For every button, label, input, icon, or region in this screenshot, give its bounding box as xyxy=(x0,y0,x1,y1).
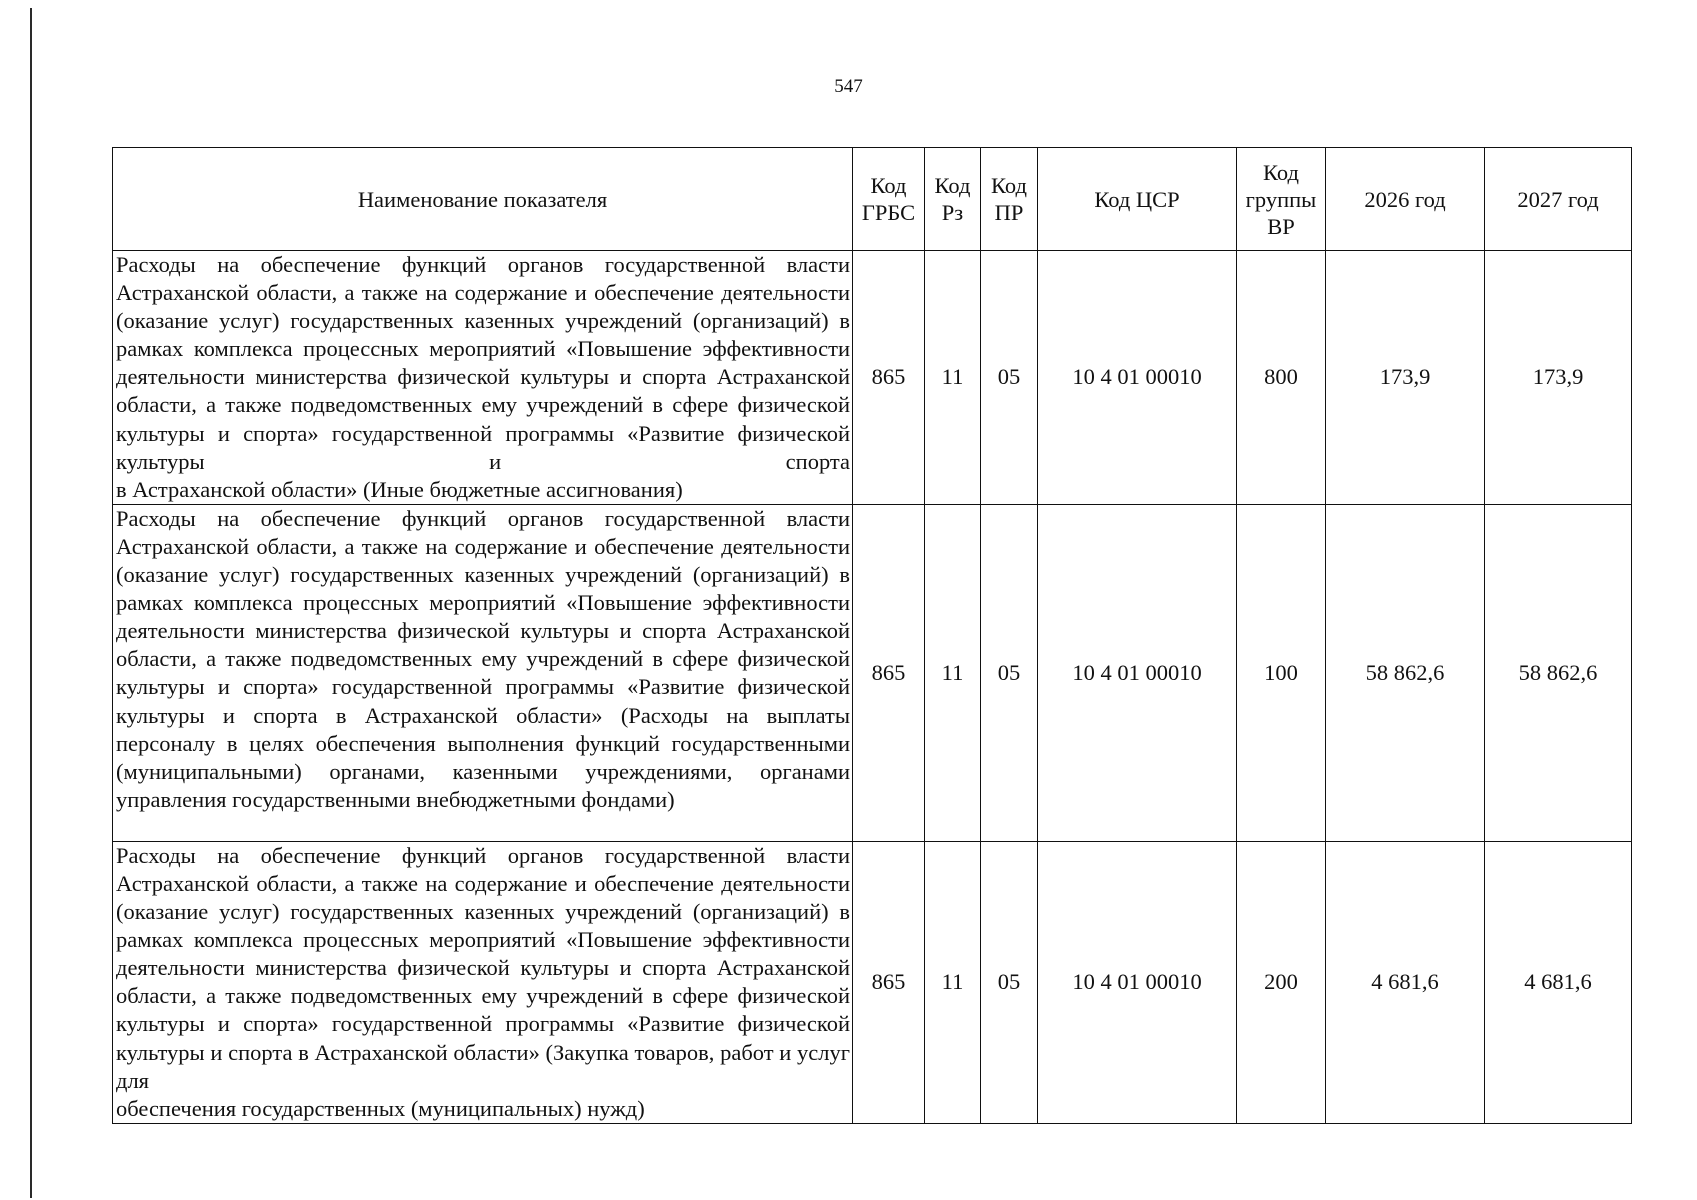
table-header-row xyxy=(113,148,1632,251)
cell-name xyxy=(113,504,853,841)
header-csr: Код ЦСР xyxy=(1038,148,1237,251)
cell-vr: 100 xyxy=(1237,504,1326,841)
header-grbs: Код ГРБС xyxy=(853,148,925,251)
cell-csr: 10 4 01 00010 xyxy=(1038,251,1237,505)
cell-2027: 4 681,6 xyxy=(1485,841,1632,1123)
cell-rz: 11 xyxy=(925,504,981,841)
scan-edge-line xyxy=(30,8,32,1198)
cell-name-main: Расходы на обеспечение функций органов государственной власти Астраханской области, а также на содержание и обеспечение деятельности (оказание услуг) государственных казенных учреждений (организаций) в рамках комплекса процессных мероприятий «Повышение эффективности деятельности министерства физической культуры и спорта Астраханской области, а также подведомственных ему учреждений в сфере физической культуры и спорта» государственной программы «Развитие физической культуры и спорта xyxy=(116,252,850,474)
header-name: Наименование показателя xyxy=(113,148,853,251)
cell-2027: 58 862,6 xyxy=(1485,504,1632,841)
cell-rz: 11 xyxy=(925,841,981,1123)
page-number: 547 xyxy=(834,76,863,97)
cell-csr: 10 4 01 00010 xyxy=(1038,504,1237,841)
table-row xyxy=(113,504,1632,841)
table-row xyxy=(113,841,1632,1123)
cell-name-last: управления государственными внебюджетными фондами) xyxy=(116,786,675,812)
cell-name-last: в Астраханской области» (Иные бюджетные ассигнования) xyxy=(116,476,683,502)
header-2026: 2026 год xyxy=(1326,148,1485,251)
cell-rz: 11 xyxy=(925,251,981,505)
cell-grbs: 865 xyxy=(853,251,925,505)
header-pr: Код ПР xyxy=(981,148,1038,251)
cell-2026: 173,9 xyxy=(1326,251,1485,505)
header-vr: Код группы ВР xyxy=(1237,148,1326,251)
cell-csr: 10 4 01 00010 xyxy=(1038,841,1237,1123)
cell-name xyxy=(113,841,853,1123)
cell-2026: 4 681,6 xyxy=(1326,841,1485,1123)
cell-2026: 58 862,6 xyxy=(1326,504,1485,841)
cell-grbs: 865 xyxy=(853,504,925,841)
header-2027: 2027 год xyxy=(1485,148,1632,251)
cell-name-last: обеспечения государственных (муниципальных) нужд) xyxy=(116,1095,645,1121)
header-rz: Код Рз xyxy=(925,148,981,251)
cell-vr: 800 xyxy=(1237,251,1326,505)
cell-pr: 05 xyxy=(981,504,1038,841)
cell-pr: 05 xyxy=(981,251,1038,505)
cell-vr: 200 xyxy=(1237,841,1326,1123)
cell-grbs: 865 xyxy=(853,841,925,1123)
table-row xyxy=(113,251,1632,505)
cell-name xyxy=(113,251,853,505)
cell-2027: 173,9 xyxy=(1485,251,1632,505)
budget-table xyxy=(112,147,1632,1124)
cell-pr: 05 xyxy=(981,841,1038,1123)
cell-name-main: Расходы на обеспечение функций органов государственной власти Астраханской области, а также на содержание и обеспечение деятельности (оказание услуг) государственных казенных учреждений (организаций) в рамках комплекса процессных мероприятий «Повышение эффективности деятельности министерства физической культуры и спорта Астраханской области, а также подведомственных ему учреждений в сфере физической культуры и спорта» государственной программы «Развитие физической культуры и спорта в Астраханской области» (Расходы на выплаты персоналу в целях обеспечения выполнения функций государственными (муниципальными) органами, казенными учреждениями, органами xyxy=(116,505,850,784)
cell-name-main: Расходы на обеспечение функций органов государственной власти Астраханской области, а также на содержание и обеспечение деятельности (оказание услуг) государственных казенных учреждений (организаций) в рамках комплекса процессных мероприятий «Повышение эффективности деятельности министерства физической культуры и спорта Астраханской области, а также подведомственных ему учреждений в сфере физической культуры и спорта» государственной программы «Развитие физической культуры и спорта в Астраханской области» (Закупка товаров, работ и услуг для xyxy=(116,842,850,1093)
